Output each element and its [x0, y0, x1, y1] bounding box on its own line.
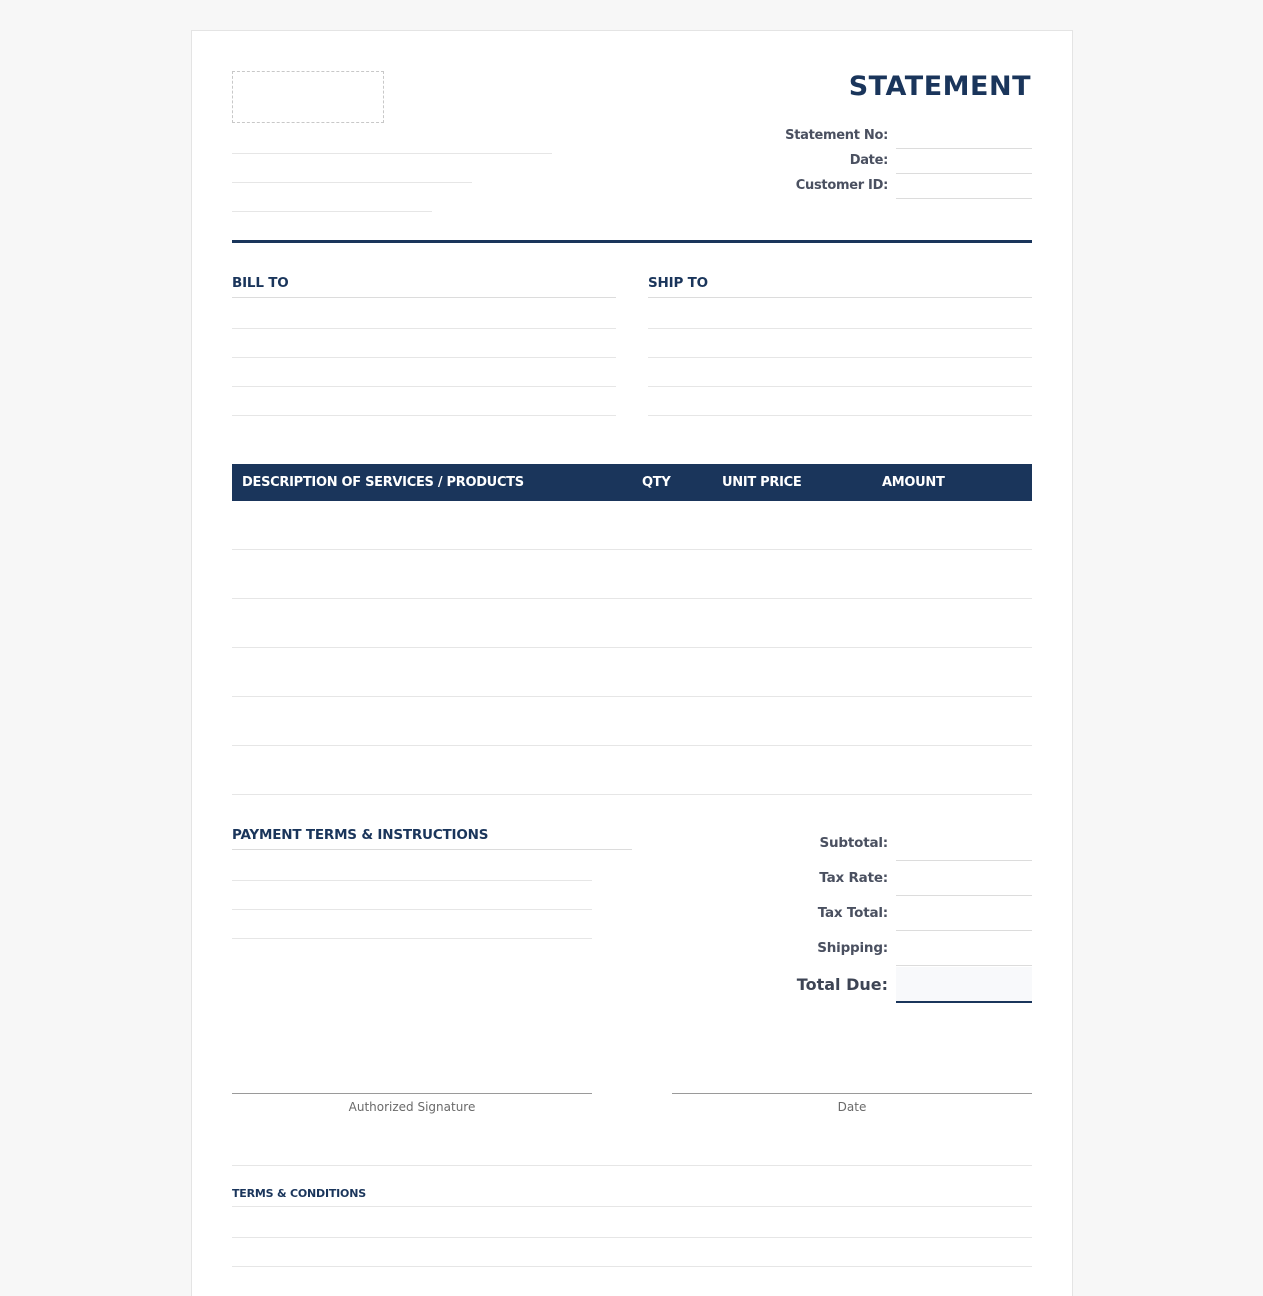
terms-line-1[interactable]: [232, 1206, 1032, 1207]
total-due-label: Total Due:: [796, 975, 888, 994]
terms-top-rule: [232, 1165, 1032, 1166]
statement-no-label: Statement No:: [785, 128, 888, 143]
terms-line-2[interactable]: [232, 1237, 1032, 1238]
bill-to-line-2[interactable]: [232, 357, 616, 358]
table-row[interactable]: [232, 696, 1032, 697]
col-description: DESCRIPTION OF SERVICES / PRODUCTS: [242, 475, 524, 490]
ship-to-title: SHIP TO: [648, 275, 708, 291]
payment-line-1[interactable]: [232, 880, 592, 881]
company-line-2[interactable]: [232, 182, 472, 183]
table-row[interactable]: [232, 598, 1032, 599]
total-due-field[interactable]: [896, 967, 1032, 1003]
date-label: Date:: [849, 153, 888, 168]
subtotal-field[interactable]: [896, 860, 1032, 861]
table-row[interactable]: [232, 794, 1032, 795]
payment-terms-title: PAYMENT TERMS & INSTRUCTIONS: [232, 827, 489, 843]
bill-to-line-1[interactable]: [232, 328, 616, 329]
payment-line-3[interactable]: [232, 938, 592, 939]
customer-id-field[interactable]: [896, 198, 1032, 199]
company-line-3[interactable]: [232, 211, 432, 212]
authorized-signature-caption: Authorized Signature: [348, 1100, 476, 1114]
signature-date-line[interactable]: [672, 1093, 1032, 1094]
subtotal-label: Subtotal:: [819, 835, 888, 851]
tax-rate-label: Tax Rate:: [819, 870, 888, 886]
statement-document: [191, 30, 1073, 1296]
tax-total-label: Tax Total:: [817, 905, 888, 921]
header-divider: [232, 240, 1032, 243]
shipping-field[interactable]: [896, 965, 1032, 966]
date-field[interactable]: [896, 173, 1032, 174]
shipping-label: Shipping:: [817, 940, 888, 956]
table-row[interactable]: [232, 647, 1032, 648]
terms-line-3[interactable]: [232, 1266, 1032, 1267]
ship-to-line-2[interactable]: [648, 357, 1032, 358]
logo-placeholder[interactable]: [232, 71, 384, 123]
table-row[interactable]: [232, 549, 1032, 550]
authorized-signature-line[interactable]: [232, 1093, 592, 1094]
table-row[interactable]: [232, 745, 1032, 746]
bill-to-line-4[interactable]: [232, 415, 616, 416]
document-title: STATEMENT: [848, 71, 1031, 102]
ship-to-line-4[interactable]: [648, 415, 1032, 416]
bill-to-title-rule: [232, 297, 616, 298]
bill-to-title: BILL TO: [232, 275, 289, 291]
terms-title: TERMS & CONDITIONS: [232, 1187, 366, 1200]
items-table-header: [232, 464, 1032, 501]
statement-no-field[interactable]: [896, 148, 1032, 149]
col-amount: AMOUNT: [882, 475, 945, 490]
ship-to-line-1[interactable]: [648, 328, 1032, 329]
signature-date-caption: Date: [837, 1100, 867, 1114]
tax-total-field[interactable]: [896, 930, 1032, 931]
company-line-1[interactable]: [232, 153, 552, 154]
ship-to-line-3[interactable]: [648, 386, 1032, 387]
col-unit-price: UNIT PRICE: [722, 475, 802, 490]
payment-line-2[interactable]: [232, 909, 592, 910]
ship-to-title-rule: [648, 297, 1032, 298]
tax-rate-field[interactable]: [896, 895, 1032, 896]
customer-id-label: Customer ID:: [795, 178, 888, 193]
payment-terms-rule: [232, 849, 632, 850]
bill-to-line-3[interactable]: [232, 386, 616, 387]
col-qty: QTY: [642, 475, 671, 490]
